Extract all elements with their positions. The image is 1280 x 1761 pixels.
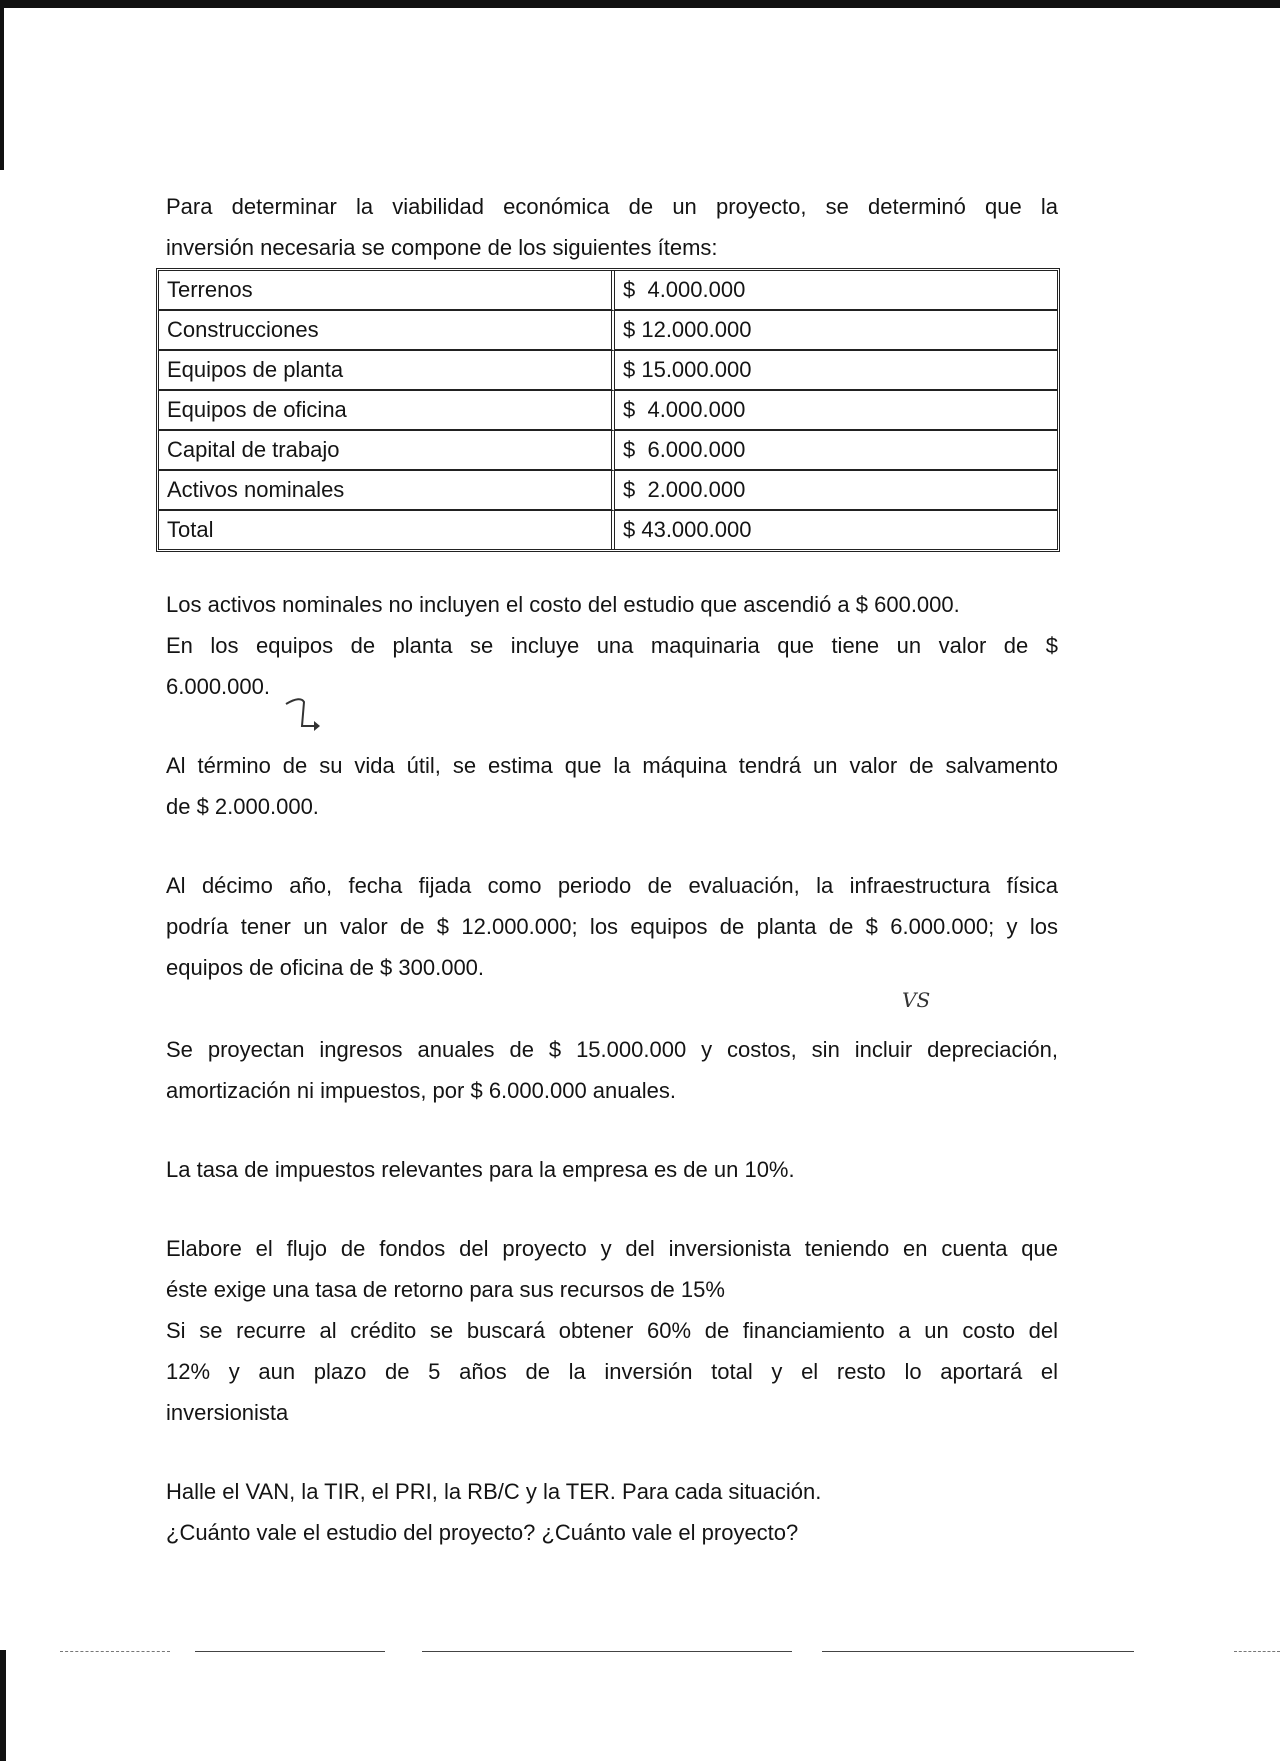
table-row [159,431,1057,471]
credit-line-3: inversionista [166,1400,289,1425]
scan-divider [1234,1651,1280,1652]
credit-line-1: Si se recurre al crédito se buscará obtener 60% de financiamiento a un costo del [166,1318,1058,1343]
table-cell-amount: $ 6.000.000 [615,431,1057,471]
handwritten-arrow-icon [282,690,332,740]
machinery-line-1: En los equipos de planta se incluye una maquinaria que tiene un valor de $ [166,633,1058,658]
scan-divider [822,1651,1134,1652]
table-row [159,271,1057,311]
questions-line-2: ¿Cuánto vale el estudio del proyecto? ¿Cuánto vale el proyecto? [166,1520,799,1545]
tenth-year-line-3: equipos de oficina de $ 300.000. [166,955,485,980]
table-cell-amount: $ 12.000.000 [615,311,1057,351]
tenth-year-line-2: podría tener un valor de $ 12.000.000; los equipos de planta de $ 6.000.000; y los [166,914,1058,939]
tenth-year-line-1: Al décimo año, fecha fijada como periodo de evaluación, la infraestructura física [166,873,1058,898]
scan-divider [422,1651,792,1652]
table-cell-item: Total [159,511,615,549]
table-row [159,391,1057,431]
scan-edge-top [0,0,1280,8]
intro-line-1: Para determinar la viabilidad económica de un proyecto, se determinó que la [166,194,1058,219]
intro-line-2: inversión necesaria se compone de los siguientes ítems: [166,235,718,260]
table-row [159,311,1057,351]
salvage-line-1: Al término de su vida útil, se estima que la máquina tendrá un valor de salvamento [166,753,1058,778]
credit-line-2: 12% y aun plazo de 5 años de la inversión total y el resto lo aportará el [166,1359,1058,1384]
table-cell-amount: $ 15.000.000 [615,351,1057,391]
table-cell-amount: $ 43.000.000 [623,517,752,542]
tax-paragraph: La tasa de impuestos relevantes para la empresa es de un 10%. [166,1157,795,1182]
table-cell-amount: $ 4.000.000 [615,391,1057,431]
cash-flow-line-1: Elabore el flujo de fondos del proyecto y del inversionista teniendo en cuenta que [166,1236,1058,1261]
cash-flow-line-2: éste exige una tasa de retorno para sus recursos de 15% [166,1277,725,1302]
table-cell-item: Equipos de oficina [159,391,615,431]
document-page [166,186,1058,1553]
study-cost-paragraph: Los activos nominales no incluyen el costo del estudio que ascendió a $ 600.000. [166,592,960,617]
income-line-2: amortización ni impuestos, por $ 6.000.000 anuales. [166,1078,676,1103]
scan-divider [60,1651,170,1652]
table-cell-item: Equipos de planta [159,351,615,391]
table-row [159,471,1057,511]
salvage-line-2: de $ 2.000.000. [166,794,319,819]
table-row-total [159,511,1057,549]
table-cell-amount: $ 2.000.000 [615,471,1057,511]
handwritten-note: VS [902,988,931,1012]
table-cell-item: Terrenos [159,271,615,311]
scan-divider [195,1651,385,1652]
investment-table [156,268,1060,552]
table-cell-item: Construcciones [159,311,615,351]
scan-edge-left-upper [0,0,4,170]
scan-edge-left-lower [0,1650,6,1761]
table-row [159,351,1057,391]
table-cell-item: Capital de trabajo [159,431,615,471]
table-cell-amount: $ 4.000.000 [615,271,1057,311]
questions-line-1: Halle el VAN, la TIR, el PRI, la RB/C y la TER. Para cada situación. [166,1479,822,1504]
machinery-line-2: 6.000.000. [166,674,270,699]
table-cell-item: Activos nominales [159,471,615,511]
income-line-1: Se proyectan ingresos anuales de $ 15.000.000 y costos, sin incluir depreciación, [166,1037,1058,1062]
